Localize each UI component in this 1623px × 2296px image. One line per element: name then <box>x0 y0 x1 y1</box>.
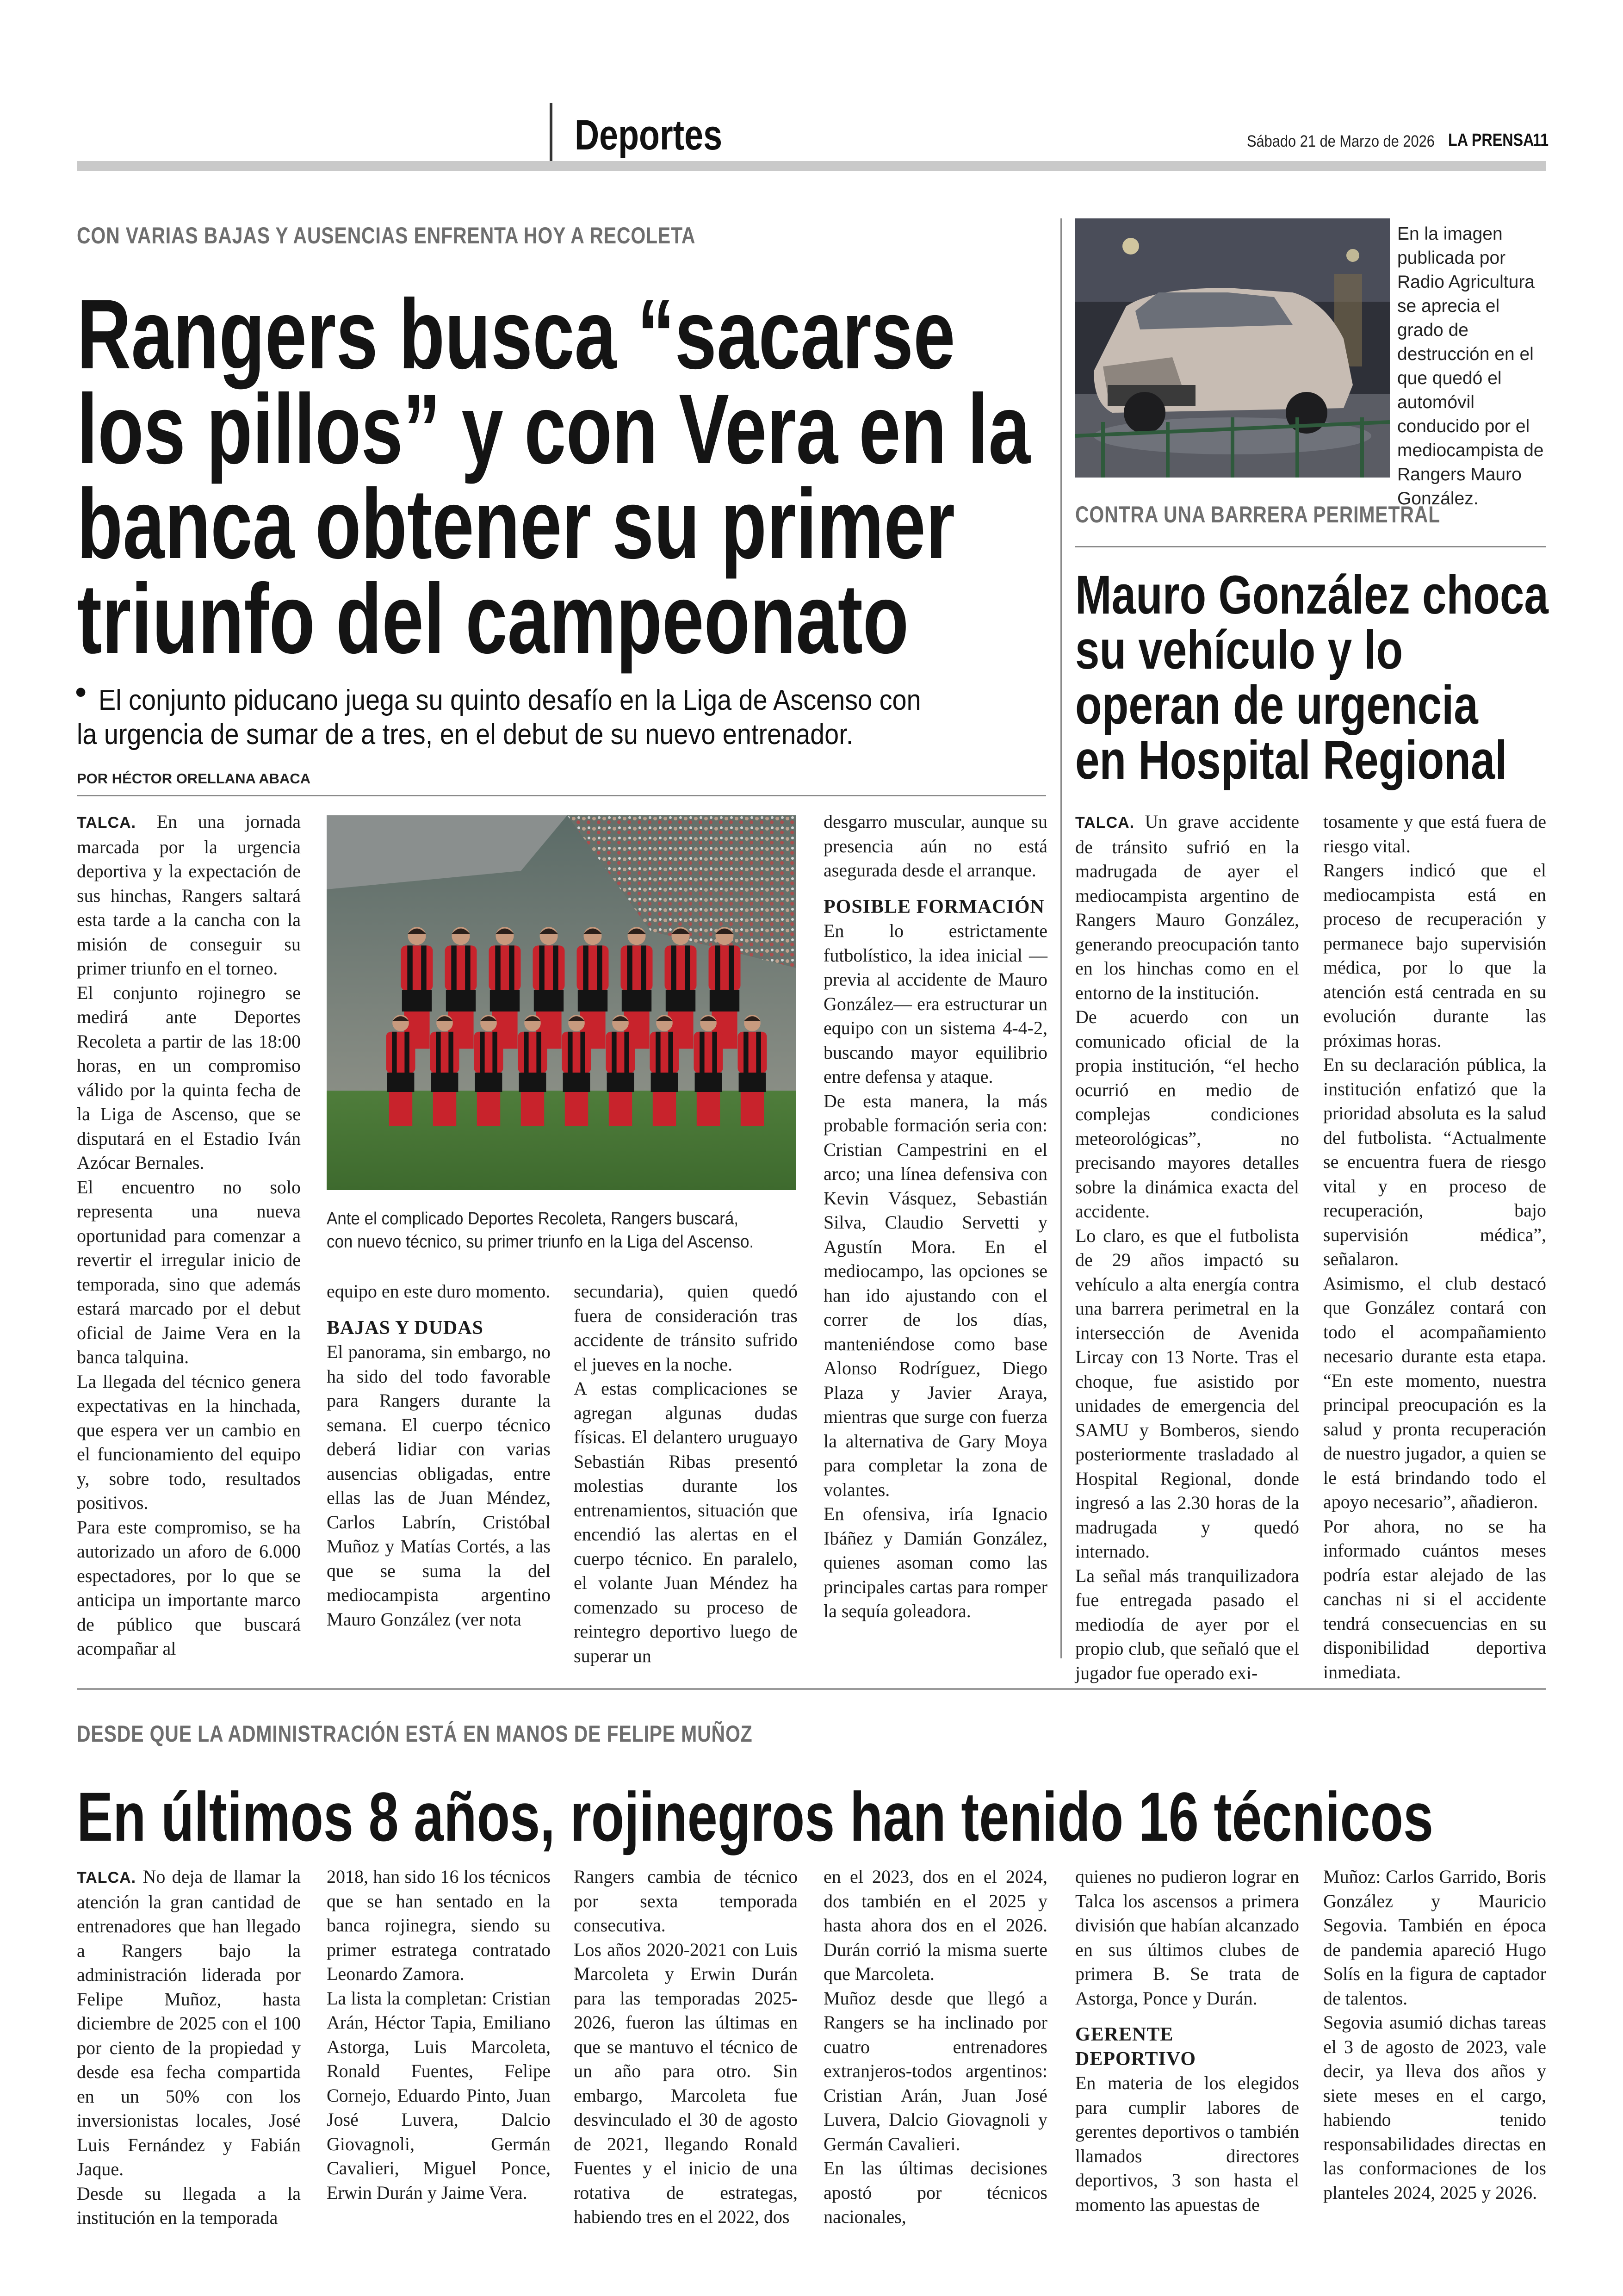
article1-headline-line2: los pillos” y con Vera en la <box>77 374 1030 484</box>
team-photo <box>327 815 796 1190</box>
article1-col1-p2: El conjunto rojinegro se medirá ante Deportes Recoleta a partir de las 18:00 horas, en un compromiso válido por la quinta fecha de la Liga de Ascenso, que se disputará en el Estadio Iván Azócar Bernales. <box>77 982 301 1173</box>
header-divider-vertical <box>550 103 552 161</box>
article1-subhead-bajas: BAJAS Y DUDAS <box>327 1317 483 1339</box>
article1-column-1 <box>77 810 301 1661</box>
article1-column-4 <box>824 810 1047 1624</box>
article1-subhead-line2: la urgencia de sumar de a tres, en el debut de su nuevo entrenador. <box>77 719 854 751</box>
article2-kicker: CONTRA UNA BARRERA PERIMETRAL <box>1075 502 1441 527</box>
article1-col4-p3: De esta manera, la más probable formación seria con: Cristian Campestrini en el arco; una línea defensiva con Kevin Vásquez, Sebastián Silva, Claudio Servetti y Agustín Mora. En el mediocampo, las opciones se han ido ajustando con el correr de los días, manteniéndose como base Alonso Rodríguez, Diego Plaza y Javier Araya, mientras que surge con fuerza la alternativa de Gary Moya para completar la zona de volantes. <box>824 1090 1047 1500</box>
article3-col3-p2: Los años 2020-2021 con Luis Marcoleta y Erwin Durán para las temporadas 2025-2026, fueron las últimas en que se mantuvo el técnico de un año para otro. Sin embargo, Marcoleta fue desvinculado el 30 de agosto de 2021, llegando Ronald Fuentes y el inicio de una rotativa de estrategas, habiendo tres en el 2022, dos <box>574 1939 798 2227</box>
article2-kicker-rule <box>1075 546 1546 547</box>
article3-col1-p2: Desde su llegada a la institución en la temporada <box>77 2183 301 2228</box>
team-photo-illustration <box>327 815 796 1190</box>
article2-col2-p3: En su declaración pública, la institución enfatizó que la prioridad absoluta es la salud del futbolista. “Actualmente se encuentra fuera de riesgo vital y en proceso de recuperación, bajo supervisión médica”, señalaron. <box>1323 1054 1546 1269</box>
article3-headline: En últimos 8 años, rojinegros han tenido 16 técnicos <box>77 1778 1434 1855</box>
article3-col1-p1: No deja de llamar la atención la gran cantidad de entrenadores que han llegado a Rangers bajo la administración liderada por Felipe Muñoz, hasta diciembre de 2025 con el 100 por ciento de la propiedad y desde esa fecha compartida en un 50% con los inversionistas locales, José Luis Fernández y Fabián Jaque. <box>77 1866 301 2179</box>
article2-col1-p4: La señal más tranquilizadora fue entregada pasado el mediodía de ayer por el propio club, que señaló que el jugador fue operado exi- <box>1075 1565 1299 1683</box>
article3-col3-p1: Rangers cambia de técnico por sexta temporada consecutiva. <box>574 1866 798 1936</box>
article1-col1-p3: El encuentro no solo representa una nueva oportunidad para comenzar a revertir el irregular inicio de temporada, sino que además estará marcado por el debut oficial de Jaime Vera en la banca talquina. <box>77 1176 301 1367</box>
article1-col2-p2: El panorama, sin embargo, no ha sido del todo favorable para Rangers durante la semana. El cuerpo técnico deberá lidiar con varias ausencias obligadas, entre ellas las de Juan Méndez, Carlos Labrín, Cristóbal Muñoz y Matías Cortés, a las que se suma la del mediocampista argentino Mauro González (ver nota <box>327 1341 551 1630</box>
article1-photo-caption-line2: con nuevo técnico, su primer triunfo en la Liga del Ascenso. <box>327 1232 754 1252</box>
article3-dateline: TALCA. <box>77 1869 136 1886</box>
article1-headline-line3: banca obtener su primer <box>77 469 955 579</box>
section-title: Deportes <box>575 112 723 159</box>
article2-headline-line1: Mauro González choca <box>1075 565 1549 626</box>
article2-column-1 <box>1075 810 1299 1685</box>
article3-column-1 <box>77 1865 301 2230</box>
header-page-number: 11 <box>1533 130 1549 150</box>
article1-byline: POR HÉCTOR ORELLANA ABACA <box>77 770 311 787</box>
article2-col1-p2: De acuerdo con un comunicado oficial de la propia institución, “el hecho ocurrió en medio de complejas condiciones meteorológicas”, no precisando mayores detalles sobre la dinámica exacta del accidente. <box>1075 1006 1299 1222</box>
article2-col1-p3: Lo claro, es que el futbolista de 29 años impactó su vehículo a alta energía contra una barrera perimetral en la intersección de Avenida Lircay con 13 Norte. Tras el choque, fue asistido por unidades de emergencia del SAMU y Bomberos, siendo posteriormente trasladado al Hospital Regional, donde ingresó a las 2.30 horas de la madrugada y quedó internado. <box>1075 1225 1299 1562</box>
article1-column-2 <box>327 1279 551 1632</box>
article1-byline-rule <box>77 795 1046 796</box>
article3-col4-p3: En las últimas decisiones apostó por técnicos nacionales, <box>824 2158 1047 2227</box>
crash-photo-illustration <box>1075 218 1390 478</box>
article3-col4-p1: en el 2023, dos en el 2024, dos también en el 2025 y hasta ahora dos en el 2026. Durán corrió la misma suerte que Marcoleta. <box>824 1866 1047 1984</box>
article3-col6-p1: Muñoz: Carlos Garrido, Boris González y Mauricio Segovia. También en época de pandemia apareció Hugo Solís en la figura de captador de talentos. <box>1323 1866 1546 2009</box>
article1-photo-caption-line1: Ante el complicado Deportes Recoleta, Rangers buscará, <box>327 1209 739 1229</box>
article1-col2-p1: equipo en este duro momento. <box>327 1281 551 1302</box>
article3-subhead-gerente: GERENTE DEPORTIVO <box>1075 2024 1196 2070</box>
article1-bullet: • <box>75 674 87 711</box>
article3-column-3 <box>574 1865 798 2229</box>
article1-col4-p1: desgarro muscular, aunque su presencia aún no está asegurada desde el arranque. <box>824 811 1047 881</box>
article3-top-rule <box>77 1688 1546 1690</box>
article1-col3-p2: A estas complicaciones se agregan algunas dudas físicas. El delantero uruguayo Sebastián Ribas presentó molestias durante los entrenamientos, situación que encendió las alertas en el cuerpo técnico. En paralelo, el volante Juan Méndez ha comenzado su proceso de reintegro deportivo luego de superar un <box>574 1378 798 1666</box>
article1-subhead-formacion: POSIBLE FORMACIÓN <box>824 896 1045 918</box>
article2-col1-p1: Un grave accidente de tránsito sufrió en la madrugada de ayer el mediocampista argentino de Rangers Mauro González, generando preocupación tanto en los hinchas como en el entorno de la institución. <box>1075 811 1299 1003</box>
article3-kicker: DESDE QUE LA ADMINISTRACIÓN ESTÁ EN MANOS DE FELIPE MUÑOZ <box>77 1721 753 1747</box>
article1-col4-p2: En lo estrictamente futbolístico, la idea inicial —previa al accidente de Mauro González— era estructurar un equipo con un sistema 4-4-2, buscando mayor equilibrio entre defensa y ataque. <box>824 920 1047 1087</box>
crash-photo <box>1075 218 1390 478</box>
crash-photo-caption: En la imagen publicada por Radio Agricultura se aprecia el grado de destrucción en el que quedó el automóvil conducido por el mediocampista de Rangers Mauro González. <box>1397 224 1544 509</box>
article1-subhead-line1: El conjunto piducano juega su quinto desafío en la Liga de Ascenso con <box>99 684 921 716</box>
article1-column-3 <box>574 1279 798 1668</box>
article3-col5-p1: quienes no pudieron lograr en Talca los ascensos a primera división que habían alcanzado en sus últimos clubes de primera B. Se trata de Astorga, Ponce y Durán. <box>1075 1866 1299 2009</box>
article2-col2-p4: Asimismo, el club destacó que González contará con todo el acompañamiento necesario durante esta etapa. “En este momento, nuestra principal preocupación es la salud y pronta recuperación de nuestro jugador, a quien se le está brindando todo el apoyo necesario”, añadieron. <box>1323 1272 1546 1512</box>
article3-col4-p2: Muñoz desde que llegó a Rangers se ha inclinado por cuatro entrenadores extranjeros-todos argentinos: Cristian Arán, Juan José Luvera, Dalcio Giovagnoli y Germán Cavalieri. <box>824 1987 1047 2154</box>
article1-col1-p5: Para este compromiso, se ha autorizado un aforo de 6.000 espectadores, por lo que se anticipa un importante marco de público que buscará acompañar al <box>77 1516 301 1659</box>
article1-col3-p1: secundaria), quien quedó fuera de consideración tras accidente de tránsito sufrido el jueves en la noche. <box>574 1281 798 1375</box>
article1-col1-p1: En una jornada marcada por la urgencia deportiva y la expectación de sus hinchas, Rangers saltará esta tarde a la cancha con la misión de conseguir su primer triunfo en el torneo. <box>77 811 301 979</box>
article2-headline-line4: en Hospital Regional <box>1075 730 1507 791</box>
article3-column-4 <box>824 1865 1047 2229</box>
header-rule <box>77 161 1546 171</box>
article3-column-5 <box>1075 1865 1299 2217</box>
article3-col2-p1: 2018, han sido 16 los técnicos que se han sentado en la banca rojinegra, siendo su primer estratega contratado Leonardo Zamora. <box>327 1866 551 1984</box>
article1-headline-line4: triunfo del campeonato <box>77 564 909 674</box>
article3-col5-p2: En materia de los elegidos para cumplir labores de gerentes deportivos o también llamados directores deportivos, 3 son hasta el momento las apuestas de <box>1075 2073 1299 2215</box>
article2-dateline: TALCA. <box>1075 814 1135 832</box>
article3-col6-p2: Segovia asumió dichas tareas el 3 de agosto de 2023, vale decir, ya lleva dos años y siete meses en el cargo, habiendo tenido responsabilidades directas en las conformaciones de los planteles 2024, 2025 y 2026. <box>1323 2012 1546 2203</box>
article1-kicker: CON VARIAS BAJAS Y AUSENCIAS ENFRENTA HOY A RECOLETA <box>77 223 696 248</box>
article2-col2-p2: Rangers indicó que el mediocampista está en proceso de recuperación y permanece bajo supervisión médica, por lo que la atención está centrada en su evolución durante las próximas horas. <box>1323 860 1546 1051</box>
article1-dateline: TALCA. <box>77 814 136 832</box>
header-date: Sábado 21 de Marzo de 2026 <box>1247 132 1435 150</box>
article-divider-vertical <box>1060 218 1062 1658</box>
header-paper-name: LA PRENSA <box>1448 130 1534 150</box>
article1-col4-p4: En ofensiva, iría Ignacio Ibáñez y Damián González, quienes asoman como las principales cartas para romper la sequía goleadora. <box>824 1503 1047 1621</box>
article3-column-2 <box>327 1865 551 2205</box>
article2-headline-line3: operan de urgencia <box>1075 675 1478 736</box>
article2-column-2 <box>1323 810 1546 1684</box>
article1-headline-line1: Rangers busca “sacarse <box>77 279 955 390</box>
article3-col2-p2: La lista la completan: Cristian Arán, Héctor Tapia, Emiliano Astorga, Luis Marcoleta, Ronald Fuentes, Felipe Cornejo, Eduardo Pinto, Juan José Luvera, Dalcio Giovagnoli, Germán Cavalieri, Miguel Ponce, Erwin Durán y Jaime Vera. <box>327 1987 551 2203</box>
article2-headline-line2: su vehículo y lo <box>1075 620 1403 681</box>
article2-col2-p5: Por ahora, no se ha informado cuántos meses podría estar alejado de las canchas ni si el accidente tendrá consecuencias en su disponibilidad deportiva inmediata. <box>1323 1515 1546 1682</box>
article3-column-6 <box>1323 1865 1546 2205</box>
article2-col2-p1: tosamente y que está fuera de riesgo vital. <box>1323 811 1546 856</box>
article1-col1-p4: La llegada del técnico genera expectativas en la hinchada, que espera ver un cambio en el funcionamiento del equipo y, sobre todo, resultados positivos. <box>77 1371 301 1513</box>
